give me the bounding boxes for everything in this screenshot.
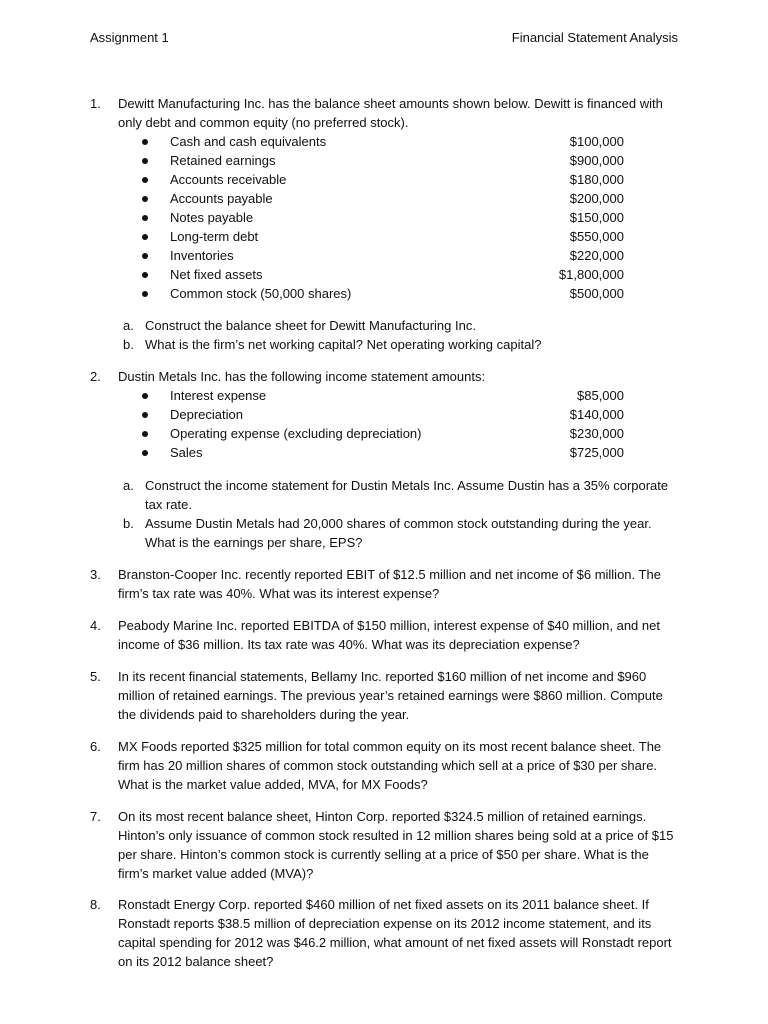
item-label: Long-term debt <box>170 229 259 244</box>
item-label: Cash and cash equivalents <box>170 134 327 149</box>
question-2-subparts <box>90 476 680 552</box>
bullet-icon <box>142 158 148 164</box>
item-label: Accounts receivable <box>170 172 287 187</box>
bullet-icon <box>142 196 148 202</box>
item-label: Sales <box>170 445 203 460</box>
subpart-text: Construct the balance sheet for Dewitt Manufacturing Inc. <box>145 318 476 333</box>
subpart-a <box>90 476 680 514</box>
income-statement-list <box>90 386 680 462</box>
bullet-icon <box>142 291 148 297</box>
question-number: 2. <box>90 369 101 384</box>
bullet-icon <box>142 412 148 418</box>
item-label: Accounts payable <box>170 191 273 206</box>
item-value: $550,000 <box>569 229 624 244</box>
bullet-icon <box>142 177 148 183</box>
item-value: $150,000 <box>569 210 624 225</box>
bullet-icon <box>142 215 148 221</box>
item-label: Operating expense (excluding depreciation) <box>170 426 422 441</box>
list-item <box>90 208 680 227</box>
bullet-icon <box>142 253 148 259</box>
question-1-subparts <box>90 316 680 354</box>
item-label: Interest expense <box>170 388 267 403</box>
question-1 <box>90 94 680 303</box>
subpart-letter: b. <box>123 516 134 531</box>
list-item <box>90 189 680 208</box>
item-label: Common stock (50,000 shares) <box>170 286 352 301</box>
question-number: 6. <box>90 739 101 754</box>
subpart-letter: a. <box>123 318 134 333</box>
list-item <box>90 132 680 151</box>
question-text: In its recent financial statements, Bellamy Inc. reported $160 million of net income and $960 million of retained earnings. The previous year’s retained earnings were $860 million. Compute the dividends paid to shareholders during the year. <box>118 669 663 722</box>
list-item <box>90 284 680 303</box>
list-item <box>90 151 680 170</box>
header-right: Financial Statement Analysis <box>511 30 678 45</box>
subpart-text: What is the firm’s net working capital? Net operating working capital? <box>145 337 542 352</box>
item-label: Depreciation <box>170 407 243 422</box>
question-number: 8. <box>90 897 101 912</box>
list-item <box>90 227 680 246</box>
question-text: Branston-Cooper Inc. recently reported EBIT of $12.5 million and net income of $6 million. The firm’s tax rate was 40%. What was its interest expense? <box>118 567 661 601</box>
balance-sheet-list <box>90 132 680 303</box>
list-item <box>90 405 680 424</box>
question-8 <box>90 895 680 971</box>
question-text: Dewitt Manufacturing Inc. has the balance sheet amounts shown below. Dewitt is financed with only debt and common equity (no preferred stock). <box>118 96 663 130</box>
item-value: $900,000 <box>569 153 624 168</box>
question-text: Peabody Marine Inc. reported EBITDA of $150 million, interest expense of $40 million, and net income of $36 million. Its tax rate was 40%. What was its depreciation expense? <box>118 618 660 652</box>
bullet-icon <box>142 431 148 437</box>
list-item <box>90 246 680 265</box>
subpart-letter: b. <box>123 337 134 352</box>
subpart-b <box>90 335 680 354</box>
list-item <box>90 386 680 405</box>
item-value: $220,000 <box>569 248 624 263</box>
item-label: Inventories <box>170 248 234 263</box>
question-text: Dustin Metals Inc. has the following income statement amounts: <box>118 369 486 384</box>
subpart-letter: a. <box>123 478 134 493</box>
item-value: $180,000 <box>569 172 624 187</box>
subpart-a <box>90 316 680 335</box>
list-item <box>90 265 680 284</box>
subpart-text: Assume Dustin Metals had 20,000 shares of common stock outstanding during the year. What is the earnings per share, EPS? <box>145 516 652 550</box>
list-item <box>90 424 680 443</box>
subpart-b <box>90 514 680 552</box>
bullet-icon <box>142 272 148 278</box>
question-text: MX Foods reported $325 million for total common equity on its most recent balance sheet. The firm has 20 million shares of common stock outstanding which sell at a price of $30 per share. What is the market value added, MVA, for MX Foods? <box>118 739 662 792</box>
question-4 <box>90 616 680 654</box>
item-label: Notes payable <box>170 210 254 225</box>
question-7 <box>90 807 680 883</box>
item-value: $140,000 <box>569 407 624 422</box>
item-value: $725,000 <box>569 445 624 460</box>
question-number: 3. <box>90 567 101 582</box>
bullet-icon <box>142 450 148 456</box>
question-2 <box>90 367 680 462</box>
item-value: $1,800,000 <box>558 267 624 282</box>
list-item <box>90 443 680 462</box>
bullet-icon <box>142 234 148 240</box>
item-label: Retained earnings <box>170 153 276 168</box>
item-value: $230,000 <box>569 426 624 441</box>
subpart-text: Construct the income statement for Dustin Metals Inc. Assume Dustin has a 35% corporate tax rate. <box>145 478 669 512</box>
item-value: $100,000 <box>569 134 624 149</box>
list-item <box>90 170 680 189</box>
bullet-icon <box>142 393 148 399</box>
question-number: 5. <box>90 669 101 684</box>
item-value: $85,000 <box>577 388 624 403</box>
item-value: $200,000 <box>569 191 624 206</box>
question-number: 7. <box>90 809 101 824</box>
question-number: 1. <box>90 96 101 111</box>
item-value: $500,000 <box>569 286 624 301</box>
item-label: Net fixed assets <box>170 267 263 282</box>
header-left: Assignment 1 <box>90 30 169 45</box>
question-text: On its most recent balance sheet, Hinton Corp. reported $324.5 million of retained earnings. Hinton’s only issuance of common stock resulted in 12 million shares being sold at a price of $15 per share. Hinton’s common stock is currently selling at a price of $50 per share. What is the firm’s market value added (MVA)? <box>118 809 674 881</box>
question-number: 4. <box>90 618 101 633</box>
question-6 <box>90 737 680 794</box>
question-text: Ronstadt Energy Corp. reported $460 million of net fixed assets on its 2011 balance sheet. If Ronstadt reports $38.5 million of depreciation expense on its 2012 income statement, and its capital spending for 2012 was $46.2 million, what amount of net fixed assets will Ronstadt report on its 2012 balance sheet? <box>118 897 672 969</box>
question-3 <box>90 565 680 603</box>
question-5 <box>90 667 680 724</box>
page-header <box>90 28 678 48</box>
bullet-icon <box>142 139 148 145</box>
